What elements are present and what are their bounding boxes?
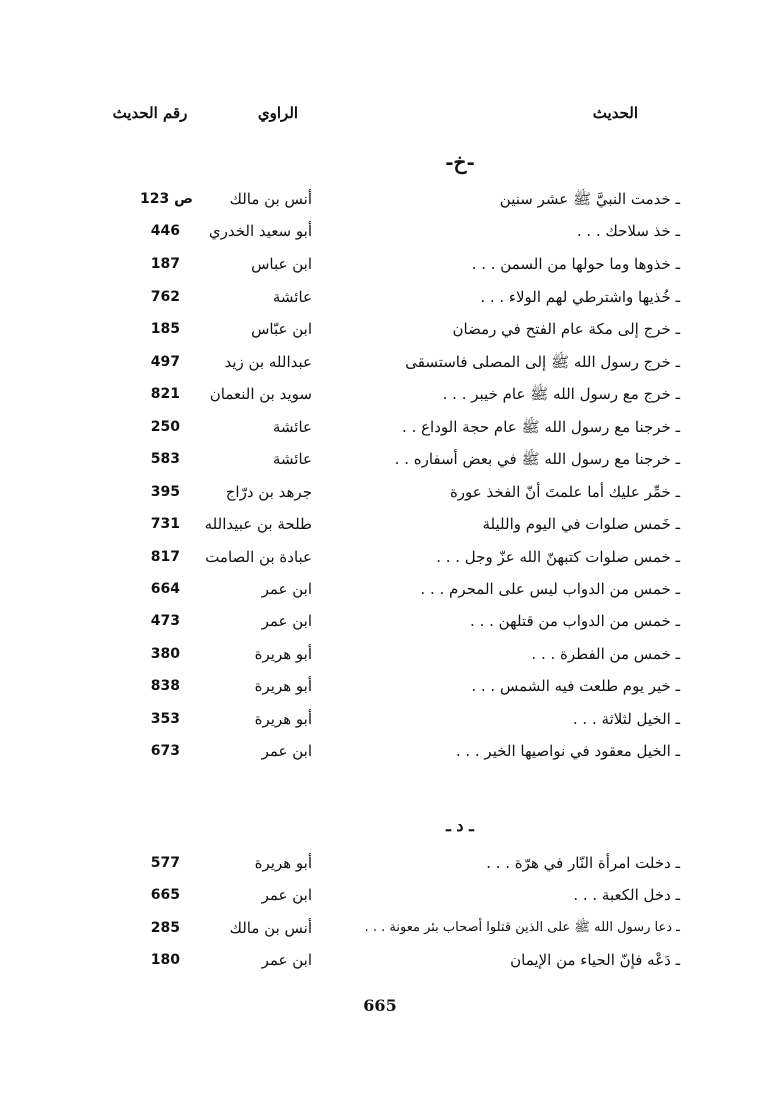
hadith-text: ـ خدمت النبيَّ ﷺ عشر سنين: [499, 190, 680, 208]
hadith-number: 187: [150, 256, 180, 272]
table-row: [0, 542, 764, 572]
narrator-name: عبدالله بن زيد: [224, 353, 312, 371]
hadith-number: 583: [150, 451, 180, 467]
narrator-name: عائشة: [272, 418, 312, 436]
hadith-text: ـ دعا رسول الله ﷺ على الذين قتلوا أصحاب بئر معونة . . .: [364, 920, 680, 935]
hadith-text: ـ الخيل لثلاثة . . .: [572, 710, 680, 728]
hadith-text: ـ خمِّر عليك أما علمتَ أنّ الفخذ عورة: [449, 483, 680, 501]
hadith-number: 577: [150, 855, 180, 871]
hadith-text: ـ دخلت امرأة النّار في هرّة . . .: [486, 854, 680, 872]
narrator-name: ابن عمر: [261, 742, 312, 760]
hadith-number: 380: [150, 646, 180, 662]
narrator-name: عائشة: [272, 288, 312, 306]
hadith-number: 817: [150, 549, 180, 565]
hadith-number: 353: [150, 711, 180, 727]
hadith-number: 664: [150, 581, 180, 597]
table-row: [0, 477, 764, 507]
table-row: [0, 736, 764, 766]
section-heading-kha: -خ-: [445, 150, 475, 174]
table-row: [0, 412, 764, 442]
table-row: [0, 347, 764, 377]
narrator-name: ابن عباس: [251, 255, 312, 273]
hadith-text: ـ خُذيها واشترطي لهم الولاء . . .: [480, 288, 680, 306]
hadith-number: 395: [150, 484, 180, 500]
narrator-name: أبو هريرة: [254, 710, 312, 728]
table-row: [0, 913, 764, 943]
table-row: [0, 606, 764, 636]
table-row: [0, 671, 764, 701]
column-header-hadith: الحديث: [592, 104, 638, 122]
hadith-number: 446: [150, 223, 180, 239]
narrator-name: ابن عمر: [261, 580, 312, 598]
narrator-name: سويد بن النعمان: [209, 385, 312, 403]
hadith-text: ـ خذ سلاحك . . .: [576, 222, 680, 240]
hadith-text: ـ خرجنا مع رسول الله ﷺ في بعض أسفاره . .: [394, 450, 680, 468]
narrator-name: عائشة: [272, 450, 312, 468]
hadith-number: 665: [150, 887, 180, 903]
hadith-text: ـ خرج مع رسول الله ﷺ عام خيبر . . .: [442, 385, 680, 403]
hadith-number: 285: [150, 920, 180, 936]
narrator-name: ابن عمر: [261, 951, 312, 969]
narrator-name: ابن عمر: [261, 612, 312, 630]
column-header-narrator: الراوي: [257, 104, 299, 122]
hadith-text: ـ الخيل معقود في نواصيها الخير . . .: [455, 742, 680, 760]
hadith-text: ـ خرجنا مع رسول الله ﷺ عام حجة الوداع . .: [402, 418, 680, 436]
narrator-name: ابن عمر: [261, 886, 312, 904]
hadith-text: ـ خمس من الفطرة . . .: [531, 645, 680, 663]
hadith-text: ـ خرج إلى مكة عام الفتح في رمضان: [452, 320, 680, 338]
narrator-name: أبو سعيد الخدري: [208, 222, 312, 240]
narrator-name: أبو هريرة: [254, 645, 312, 663]
hadith-text: ـ دَعْه فإنّ الحياء من الإيمان: [510, 951, 680, 969]
narrator-name: عبادة بن الصامت: [205, 548, 312, 566]
hadith-text: ـ خير يوم طلعت فيه الشمس . . .: [471, 677, 680, 695]
hadith-number: 185: [150, 321, 180, 337]
hadith-text: ـ خمس من الدواب من قتلهن . . .: [470, 612, 680, 630]
hadith-number: 673: [150, 743, 180, 759]
narrator-name: أنس بن مالك: [229, 919, 312, 937]
narrator-name: طلحة بن عبيدالله: [204, 515, 312, 533]
table-row: [0, 282, 764, 312]
hadith-text: ـ خمس صلوات كتبهنّ الله عزّ وجل . . .: [436, 548, 680, 566]
hadith-number: 838: [150, 678, 180, 694]
hadith-number: 250: [150, 419, 180, 435]
table-row: [0, 444, 764, 474]
narrator-name: أنس بن مالك: [229, 190, 312, 208]
hadith-text: ـ خرج رسول الله ﷺ إلى المصلى فاستسقى: [405, 353, 680, 371]
hadith-text: ـ خَمس صلوات في اليوم والليلة: [482, 515, 680, 533]
table-row: [0, 314, 764, 344]
table-row: [0, 574, 764, 604]
table-row: [0, 216, 764, 246]
narrator-name: جرهد بن درّاج: [225, 483, 312, 501]
hadith-text: ـ دخل الكعبة . . .: [573, 886, 680, 904]
hadith-text: ـ خذوها وما حولها من السمن . . .: [471, 255, 680, 273]
page-number: 665: [363, 996, 397, 1015]
table-row: [0, 848, 764, 878]
narrator-name: أبو هريرة: [254, 677, 312, 695]
table-row: [0, 704, 764, 734]
hadith-number: 497: [150, 354, 180, 370]
hadith-text: ـ خمس من الدواب ليس على المحرم . . .: [420, 580, 680, 598]
table-row: [0, 945, 764, 975]
section-heading-dal: ـ د ـ: [446, 816, 474, 835]
hadith-number: 731: [150, 516, 180, 532]
table-row: [0, 509, 764, 539]
table-row: [0, 184, 764, 214]
narrator-name: أبو هريرة: [254, 854, 312, 872]
table-row: [0, 379, 764, 409]
narrator-name: ابن عبّاس: [251, 320, 312, 338]
table-row: [0, 880, 764, 910]
hadith-number: 762: [150, 289, 180, 305]
hadith-number: 821: [150, 386, 180, 402]
hadith-number: ص 123: [140, 191, 193, 207]
hadith-number: 180: [150, 952, 180, 968]
table-row: [0, 639, 764, 669]
table-row: [0, 249, 764, 279]
hadith-number: 473: [150, 613, 180, 629]
column-header-number: رقم الحديث: [112, 104, 188, 122]
